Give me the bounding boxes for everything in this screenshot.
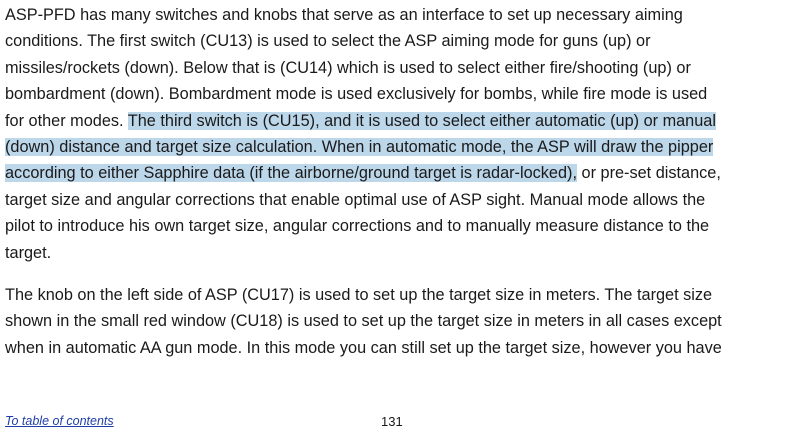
text-segment: for other modes. bbox=[5, 111, 128, 130]
selected-text-highlight[interactable]: The third switch is (CU15), and it is used to select either automatic (up) or manual bbox=[127, 111, 716, 130]
text-line: conditions. The first switch (CU13) is used to select the ASP aiming mode for guns (up) or bbox=[5, 32, 651, 51]
selected-text-highlight[interactable]: (down) distance and target size calculation. When in automatic mode, the ASP will draw the pipper bbox=[5, 138, 714, 157]
text-line: target size and angular corrections that enable optimal use of ASP sight. Manual mode allows the bbox=[5, 190, 706, 209]
page-number: 131 bbox=[381, 414, 403, 429]
text-line: bombardment (down). Bombardment mode is used exclusively for bombs, while fire mode is used bbox=[5, 85, 708, 104]
text-line: pilot to introduce his own target size, angular corrections and to manually measure distance to the bbox=[5, 217, 710, 236]
text-line: shown in the small red window (CU18) is used to set up the target size in meters in all cases except bbox=[5, 312, 722, 331]
text-line bbox=[5, 160, 721, 186]
paragraph-asp-pfd-switches bbox=[5, 2, 721, 266]
text-line bbox=[5, 134, 721, 160]
text-line bbox=[5, 108, 721, 134]
text-line: missiles/rockets (down). Below that is (CU14) which is used to select either fire/shooting (up) or bbox=[5, 58, 691, 77]
text-segment: or pre-set distance, bbox=[576, 164, 721, 183]
text-line: when in automatic AA gun mode. In this mode you can still set up the target size, however you have bbox=[5, 338, 722, 357]
text-line: ASP-PFD has many switches and knobs that serve as an interface to set up necessary aiming bbox=[5, 6, 683, 24]
paragraph-target-size-knob bbox=[5, 282, 722, 361]
text-line: The knob on the left side of ASP (CU17) is used to set up the target size in meters. The target size bbox=[5, 286, 713, 304]
text-line: target. bbox=[5, 243, 52, 262]
selected-text-highlight[interactable]: according to either Sapphire data (if the airborne/ground target is radar-locked), bbox=[5, 164, 577, 183]
table-of-contents-link[interactable]: To table of contents bbox=[5, 414, 114, 428]
